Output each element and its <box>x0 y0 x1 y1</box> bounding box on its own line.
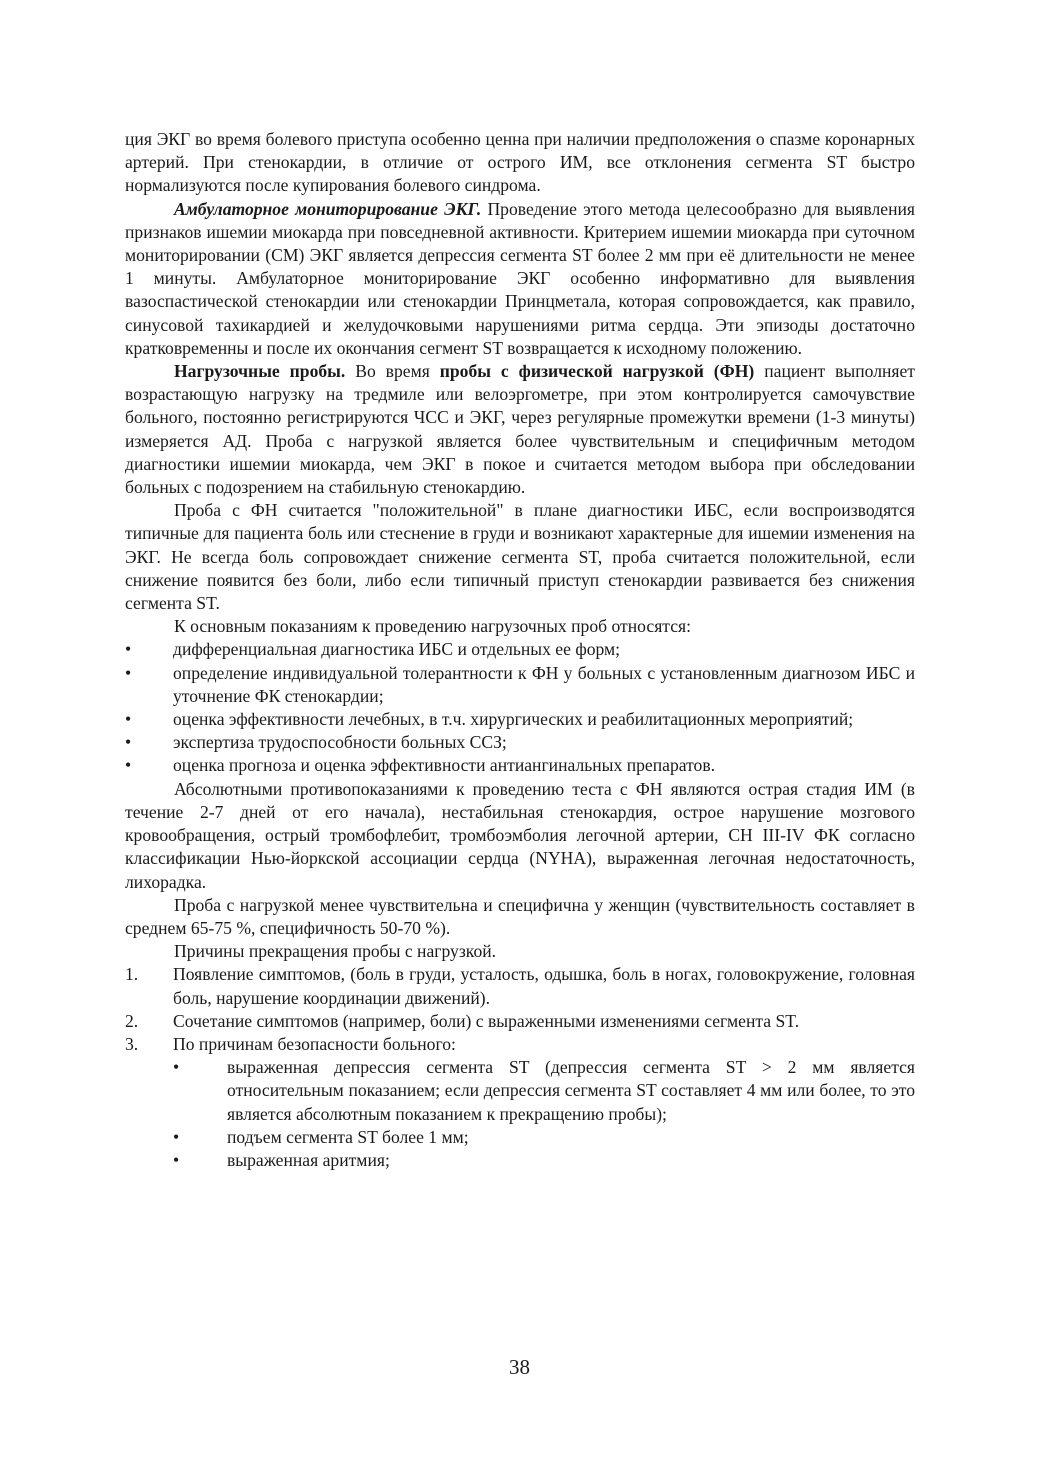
paragraph-stress-tests <box>125 360 915 499</box>
list-item: • дифференциальная диагностика ИБС и отдельных ее форм; <box>125 638 915 661</box>
numbered-item: 2. Сочетание симптомов (например, боли) с выраженными изменениями сегмента ST. <box>125 1010 915 1033</box>
paragraph-indications-intro: К основным показаниям к проведению нагрузочных проб относятся: <box>174 616 691 637</box>
list-item: • экспертиза трудоспособности больных ССЗ; <box>125 731 915 754</box>
paragraph-text: Во время <box>345 361 440 382</box>
list-item: • подъем сегмента ST более 1 мм; <box>173 1126 915 1149</box>
indications-list <box>125 638 915 777</box>
item-number: 2. <box>125 1010 139 1031</box>
item-number: 3. <box>125 1033 139 1054</box>
paragraph-sensitivity-women: Проба с нагрузкой менее чувствительна и специфична у женщин (чувствительность составляет в среднем 65-75 %, специфичность 50-70 %). <box>125 894 915 938</box>
numbered-item: 1. Появление симптомов, (боль в груди, усталость, одышка, боль в ногах, головокружение, головная боль, нарушение координации движений). <box>125 964 915 1008</box>
paragraph-positive-test: Проба с ФН считается "положительной" в плане диагностики ИБС, если воспроизводятся типичные для пациента боль или стеснение в груди и возникают характерные для ишемии изменения на ЭКГ. Не всегда боль сопровождает снижение сегмента ST, проба считается положительной, если снижение появится без боли, либо если типичный приступ стенокардии развивается без снижения сегмента ST. <box>125 500 915 614</box>
bullet-icon: • <box>125 709 132 730</box>
termination-reasons-list <box>125 963 915 1172</box>
list-item: • оценка эффективности лечебных, в т.ч. хирургических и реабилитационных мероприятий; <box>125 708 915 731</box>
safety-reasons-list <box>173 1056 915 1172</box>
paragraph-contraindications: Абсолютными противопоказаниями к проведению теста с ФН являются острая стадия ИМ (в течение 2-7 дней от его начала), нестабильная стенокардия, острое нарушение мозгового кровообращения, острый тромбофлебит, тромбоэмболия легочной артерии, СН III-IV ФК согласно классификации Нью-йоркской ассоциации сердца (NYHA), выраженная легочная недостаточность, лихорадка. <box>125 778 915 892</box>
item-number: 1. <box>125 964 139 985</box>
numbered-item: 3. По причинам безопасности больного: • выраженная депрессия сегмента ST (депрессия сегмента ST > 2 мм является относительным показанием; если депрессия сегмента ST составляет 4 мм или более, то это является абсолютным показанием к прекращению пробы); • подъем сегмента ST более 1 мм; • выраженная аритмия; <box>125 1033 915 1172</box>
section-heading-stress-tests: Нагрузочные пробы. <box>174 361 346 382</box>
bullet-icon: • <box>125 732 132 753</box>
list-item: • оценка прогноза и оценка эффективности антиангинальных препаратов. <box>125 754 915 777</box>
section-heading-ambulatory: Амбулаторное мониторирование ЭКГ. <box>174 198 482 219</box>
bullet-icon: • <box>125 639 132 660</box>
paragraph-ambulatory-monitoring <box>125 198 915 360</box>
bullet-icon: • <box>125 662 132 683</box>
list-item: • выраженная аритмия; <box>173 1149 915 1172</box>
bold-term: пробы с физической нагрузкой (ФН) <box>439 361 755 382</box>
list-item: • определение индивидуальной толерантности к ФН у больных с установленным диагнозом ИБС и уточнение ФК стенокардии; <box>125 662 915 706</box>
paragraph-1: ция ЭКГ во время болевого приступа особенно ценна при наличии предположения о спазме коронарных артерий. При стенокардии, в отличие от острого ИМ, все отклонения сегмента ST быстро нормализуются после купирования болевого синдрома. <box>125 129 915 196</box>
bullet-icon: • <box>173 1126 180 1147</box>
list-item: • выраженная депрессия сегмента ST (депрессия сегмента ST > 2 мм является относительным показанием; если депрессия сегмента ST составляет 4 мм или более, то это является абсолютным показанием к прекращению пробы); <box>173 1057 915 1124</box>
page-body <box>125 128 915 1172</box>
bullet-icon: • <box>173 1149 180 1170</box>
paragraph-termination-intro: Причины прекращения пробы с нагрузкой. <box>174 941 497 962</box>
bullet-icon: • <box>125 755 132 776</box>
paragraph-text: Проведение этого метода целесообразно для выявления признаков ишемии миокарда при повседневной активности. Критерием ишемии миокарда при суточном мониторировании (СМ) ЭКГ является депрессия сегмента ST более 2 мм при её длительности не менее 1 минуты. Амбулаторное мониторирование ЭКГ особенно информативно для выявления вазоспастической стенокардии или стенокардии Принцметала, которая сопровождается, как правило, синусовой тахикардией и желудочковыми нарушениями ритма сердца. Эти эпизоды достаточно кратковременны и после их окончания сегмент ST возвращается к исходному положению. <box>125 198 915 358</box>
page-number: 38 <box>509 1355 530 1379</box>
paragraph-text: пациент выполняет возрастающую нагрузку на тредмиле или велоэргометре, при этом контролируется самочувствие больного, постоянно регистрируются ЧСС и ЭКГ, через регулярные промежутки времени (1-3 минуты) измеряется АД. Проба с нагрузкой является более чувствительным и специфичным методом диагностики ишемии миокарда, чем ЭКГ в покое и считается методом выбора при обследовании больных с подозрением на стабильную стенокардию. <box>125 361 915 498</box>
bullet-icon: • <box>173 1057 180 1078</box>
